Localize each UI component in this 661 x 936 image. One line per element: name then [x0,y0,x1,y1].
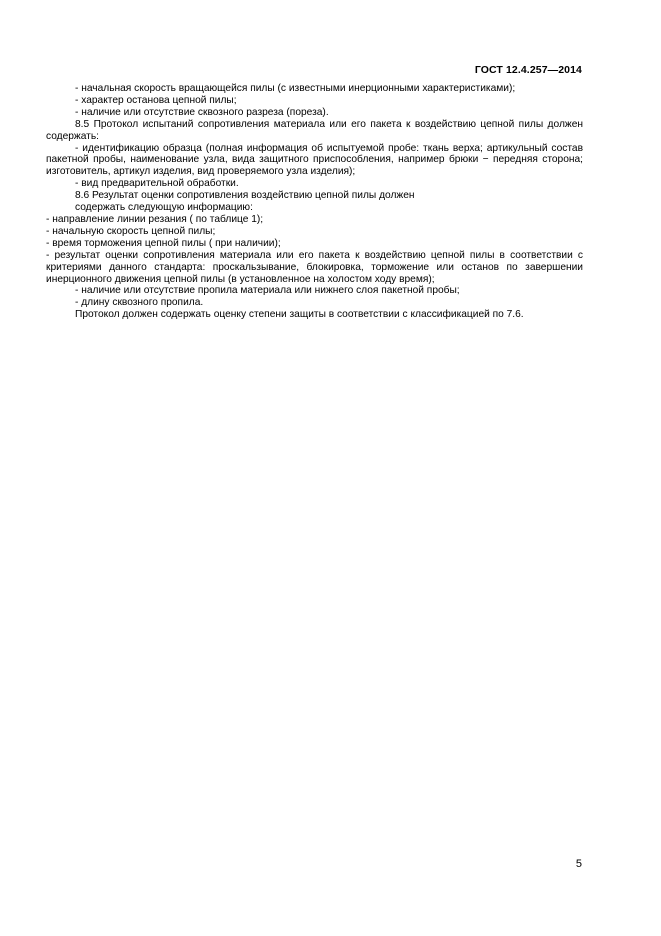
list-item: - начальная скорость вращающейся пилы (с известными инерционными характеристиками); [75,83,516,94]
list-item: - наличие или отсутствие сквозного разреза (пореза). [75,106,329,118]
section-8-6-continuation: содержать следующую информацию: [75,202,253,214]
list-item: - идентификацию образца (полная информация об испытуемой пробе: ткань верха; артикульный состав пакетной пробы, наименование узла, вида защитного приспособления, например брюки − передняя сторона; изготовитель, артикул изделия, вид проверяемого узла изделия); [46,142,583,178]
list-item: - направление линии резания ( по таблице 1); [46,213,264,225]
list-item: - вид предварительной обработки. [75,178,239,190]
document-body [46,83,583,321]
list-item: - результат оценки сопротивления материала или его пакета к воздействию цепной пилы в соответствии с критериями данного стандарта: проскальзывание, блокировка, торможение или останов по завершении инерционного движения цепной пилы (в установленное на холостом ходу время); [46,249,583,285]
list-item: - длину сквозного пропила. [75,297,204,309]
page-number: 5 [575,858,582,870]
list-item: - наличие или отсутствие пропила материала или нижнего слоя пакетной пробы; [75,285,460,297]
section-8-5-paragraph: 8.5 Протокол испытаний сопротивления материала или его пакета к воздействию цепной пилы должен содержать: [46,118,583,142]
list-item: - время торможения цепной пилы ( при наличии); [46,237,281,249]
document-header: ГОСТ 12.4.257—2014 [474,64,582,76]
list-item: - характер останова цепной пилы; [75,94,237,106]
section-8-6-paragraph: 8.6 Результат оценки сопротивления воздействию цепной пилы должен [75,190,415,202]
list-item: - начальную скорость цепной пилы; [46,225,216,237]
protocol-note: Протокол должен содержать оценку степени защиты в соответствии с классификацией по 7.6. [75,309,524,321]
